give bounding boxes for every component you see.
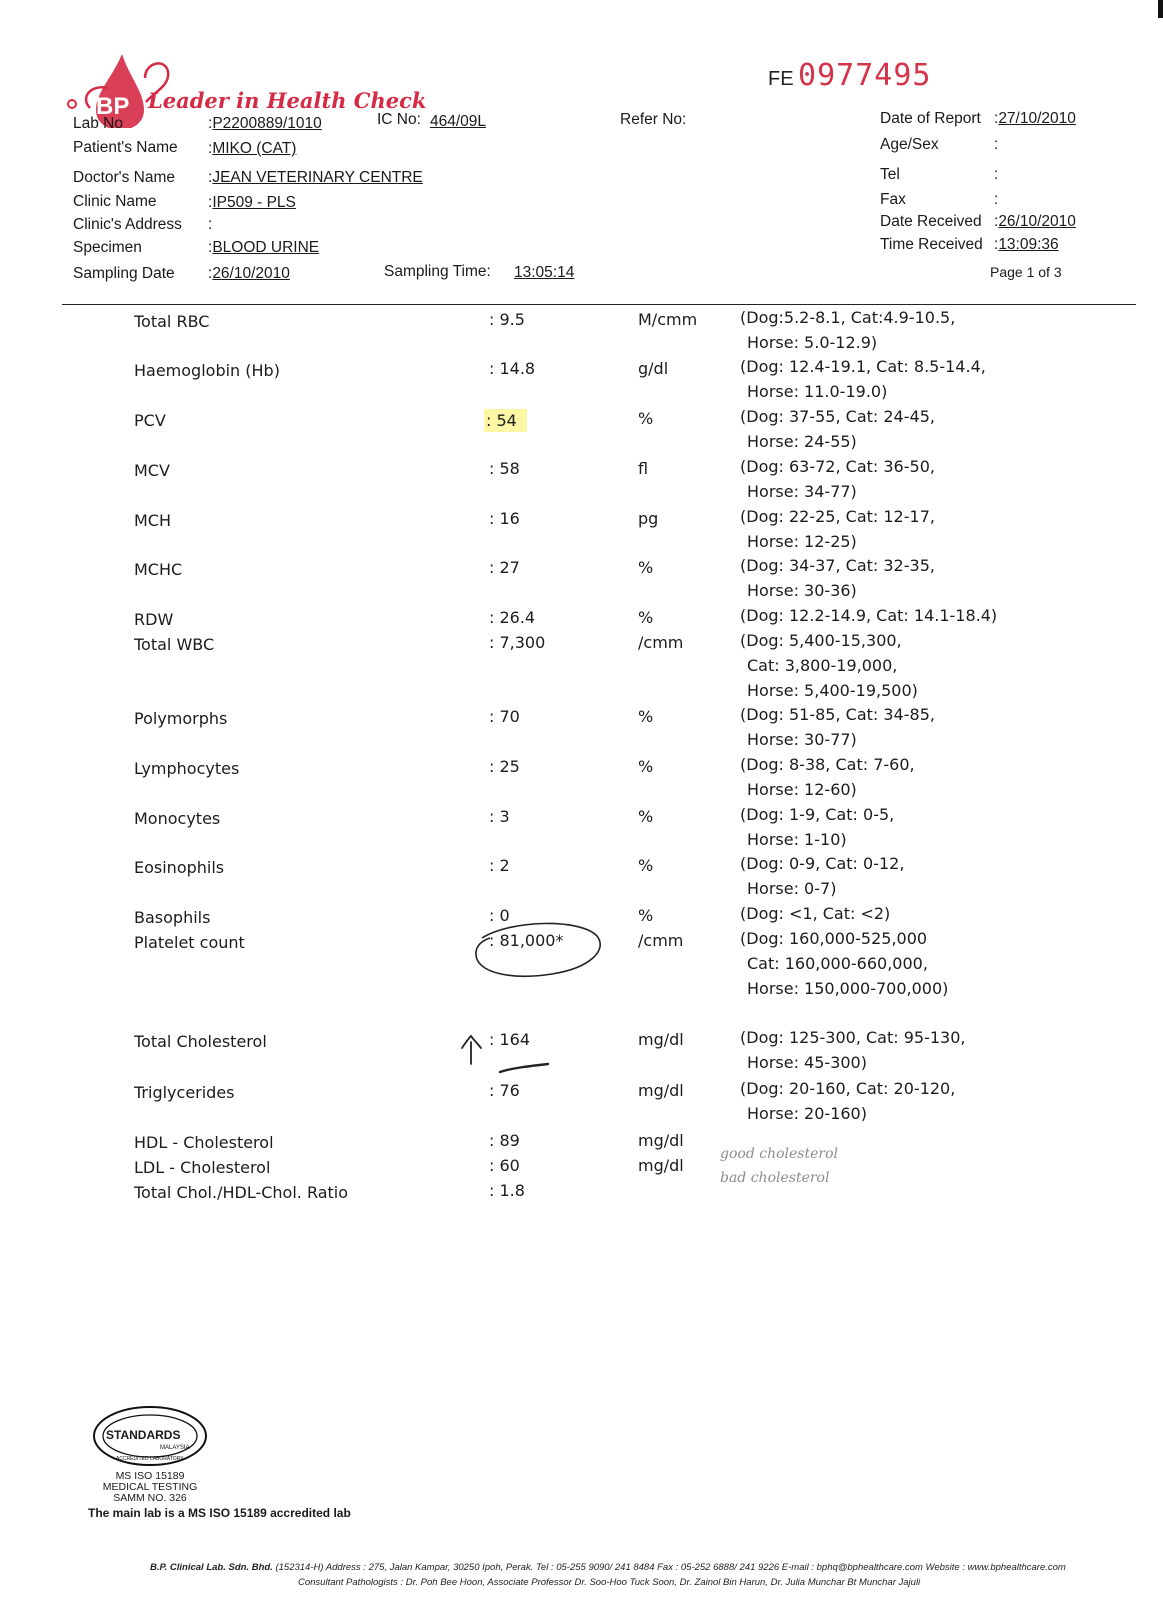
reference-range-line: (Dog: 12.4-19.1, Cat: 8.5-14.4, (740, 357, 986, 376)
test-unit: fl (638, 459, 649, 478)
standards-logo-text: STANDARDS (106, 1428, 181, 1442)
test-value: : 14.8 (489, 359, 536, 378)
test-unit: % (638, 807, 654, 826)
accreditation-details (82, 1471, 218, 1504)
clinic-name-label: Clinic Name (73, 193, 157, 210)
test-value: : 25 (489, 757, 520, 776)
standards-logo-sub: MALAYSIA (160, 1445, 190, 1451)
sampling-time-value: 13:05:14 (514, 264, 575, 281)
test-name: Basophils (134, 908, 211, 927)
test-unit: mg/dl (638, 1131, 684, 1150)
clinic-address-value: : (208, 216, 213, 233)
test-name: Triglycerides (134, 1083, 235, 1102)
test-value: : 9.5 (489, 310, 525, 329)
serial-number (768, 58, 931, 93)
reference-range-line: (Dog: 34-37, Cat: 32-35, (740, 556, 935, 575)
test-name: MCH (134, 511, 172, 530)
test-unit: % (638, 856, 654, 875)
date-received-label: Date Received (880, 213, 982, 230)
test-name: Platelet count (134, 933, 245, 952)
reference-range-line: (Dog: 160,000-525,000 (740, 929, 928, 948)
test-unit: mg/dl (638, 1156, 684, 1175)
accreditation-line1: MS ISO 15189 (115, 1470, 185, 1482)
reference-range-line: Horse: 20-160) (747, 1104, 867, 1123)
fax-label: Fax (880, 191, 906, 208)
sampling-time-label: Sampling Time: (384, 263, 491, 280)
test-name: Total Chol./HDL-Chol. Ratio (134, 1183, 349, 1202)
refer-no-label: Refer No: (620, 111, 687, 128)
clinic-address-label: Clinic's Address (73, 216, 182, 233)
header-divider (62, 304, 1136, 305)
time-received-label: Time Received (880, 236, 983, 253)
time-received-value: :13:09:36 (994, 236, 1059, 253)
ic-no-value: 464/09L (430, 113, 487, 130)
date-received-value: :26/10/2010 (994, 213, 1076, 230)
test-value: : 0 (489, 906, 510, 925)
reference-range-line: Horse: 34-77) (747, 482, 857, 501)
test-unit: % (638, 608, 654, 627)
reference-range-line: (Dog: 51-85, Cat: 34-85, (740, 705, 935, 724)
test-name: PCV (134, 411, 166, 430)
report-date-value: :27/10/2010 (994, 110, 1076, 127)
patient-name-label: Patient's Name (73, 139, 178, 156)
hdl-note: good cholesterol (720, 1146, 838, 1162)
test-name: MCV (134, 461, 170, 480)
test-unit: mg/dl (638, 1030, 684, 1049)
sampling-date-label: Sampling Date (73, 265, 175, 282)
accreditation-line3: SAMM NO. 326 (113, 1492, 187, 1504)
reference-range-line: Horse: 150,000-700,000) (747, 979, 949, 998)
test-unit: /cmm (638, 931, 684, 950)
test-value: : 7,300 (489, 633, 546, 652)
lab-no-value: :P2200889/1010 (208, 115, 322, 132)
up-arrow-annotation (440, 1030, 570, 1075)
reference-range-line: (Dog: 22-25, Cat: 12-17, (740, 507, 935, 526)
accreditation-statement: The main lab is a MS ISO 15189 accredited lab (88, 1506, 351, 1520)
reference-range-line: (Dog: 37-55, Cat: 24-45, (740, 407, 935, 426)
test-value: : 58 (489, 459, 520, 478)
reference-range-line: Horse: 30-36) (747, 581, 857, 600)
reference-range-line: (Dog: 125-300, Cat: 95-130, (740, 1028, 966, 1047)
test-name: Haemoglobin (Hb) (134, 361, 280, 380)
test-name: MCHC (134, 560, 183, 579)
test-name: Total WBC (134, 635, 215, 654)
reference-range-line: (Dog: <1, Cat: <2) (740, 904, 891, 923)
sampling-date-value: :26/10/2010 (208, 265, 290, 282)
tel-label: Tel (880, 166, 900, 183)
test-value: : 2 (489, 856, 510, 875)
footer-company: B.P. Clinical Lab. Sdn. Bhd. (150, 1562, 273, 1573)
test-name: LDL - Cholesterol (134, 1158, 271, 1177)
test-value: : 81,000* (489, 931, 564, 950)
clinic-name-value: :IP509 - PLS (208, 194, 296, 211)
accreditation-line2: MEDICAL TESTING (102, 1481, 198, 1493)
reference-range-line: (Dog: 8-38, Cat: 7-60, (740, 755, 915, 774)
age-sex-value: : (994, 136, 999, 153)
test-value: : 89 (489, 1131, 520, 1150)
test-value: : 26.4 (489, 608, 536, 627)
test-name: HDL - Cholesterol (134, 1133, 274, 1152)
test-name: Polymorphs (134, 709, 228, 728)
test-name: RDW (134, 610, 174, 629)
test-unit: % (638, 906, 654, 925)
test-value: : 60 (489, 1156, 520, 1175)
test-unit: % (638, 757, 654, 776)
reference-range-line: Horse: 5,400-19,500) (747, 681, 918, 700)
reference-range-line: Horse: 24-55) (747, 432, 857, 451)
test-value: : 16 (489, 509, 520, 528)
ic-no-label: IC No: (377, 111, 421, 128)
reference-range-line: Cat: 3,800-19,000, (747, 656, 898, 675)
test-unit: g/dl (638, 359, 669, 378)
serial-prefix: FE (768, 68, 794, 90)
serial-value: 0977495 (798, 58, 932, 93)
test-name: Eosinophils (134, 858, 225, 877)
lab-no-label: Lab No (73, 115, 123, 132)
scan-edge-mark (1158, 0, 1163, 18)
test-name: Monocytes (134, 809, 221, 828)
test-unit: /cmm (638, 633, 684, 652)
footer-pathologists: Consultant Pathologists : Dr. Poh Bee Hoon, Associate Professor Dr. Soo-Hoo Tuck Soon, Dr. Zainol Bin Harun, Dr. Julia Munchar Bt Munchar Jajuli (298, 1577, 921, 1588)
reference-range-line: Cat: 160,000-660,000, (747, 954, 928, 973)
tel-value: : (994, 166, 999, 183)
test-name: Total Cholesterol (134, 1032, 267, 1051)
specimen-label: Specimen (73, 239, 142, 256)
reference-range-line: (Dog:5.2-8.1, Cat:4.9-10.5, (740, 308, 956, 327)
reference-range-line: Horse: 1-10) (747, 830, 847, 849)
footer-details: (152314-H) Address : 275, Jalan Kampar, 30250 Ipoh, Perak. Tel : 05-255 9090/ 241 8484 Fax : 05-252 6888/ 241 9226 E-mail : bphq@bphealthcare.com Website : www.bphealthcare.com (275, 1562, 1066, 1573)
fax-value: : (994, 191, 999, 208)
reference-range-line: Horse: 45-300) (747, 1053, 867, 1072)
test-value: : 164 (489, 1030, 531, 1049)
reference-range-line: (Dog: 12.2-14.9, Cat: 14.1-18.4) (740, 606, 998, 625)
age-sex-label: Age/Sex (880, 136, 939, 153)
reference-range-line: Horse: 12-25) (747, 532, 857, 551)
test-value: : 1.8 (489, 1181, 525, 1200)
doctor-name-value: :JEAN VETERINARY CENTRE (208, 169, 423, 186)
reference-range-line: Horse: 30-77) (747, 730, 857, 749)
circle-annotation (470, 918, 610, 982)
reference-range-line: (Dog: 20-160, Cat: 20-120, (740, 1079, 956, 1098)
test-name: Total RBC (134, 312, 210, 331)
test-value: : 27 (489, 558, 520, 577)
page-indicator: Page 1 of 3 (990, 264, 1062, 280)
test-unit: % (638, 558, 654, 577)
standards-logo-ring: ACCREDITED LABORATORY (116, 1456, 184, 1462)
reference-range-line: (Dog: 1-9, Cat: 0-5, (740, 805, 895, 824)
test-unit: % (638, 707, 654, 726)
test-unit: mg/dl (638, 1081, 684, 1100)
test-value: : 3 (489, 807, 510, 826)
test-value: : 70 (489, 707, 520, 726)
logo-tagline: Leader in Health Check (148, 88, 427, 113)
ldl-note: bad cholesterol (720, 1170, 830, 1186)
specimen-value: :BLOOD URINE (208, 239, 320, 256)
footer-address (150, 1562, 1066, 1573)
test-unit: M/cmm (638, 310, 698, 329)
reference-range-line: Horse: 0-7) (747, 879, 837, 898)
reference-range-line: Horse: 12-60) (747, 780, 857, 799)
reference-range-line: (Dog: 63-72, Cat: 36-50, (740, 457, 935, 476)
reference-range-line: Horse: 11.0-19.0) (747, 382, 888, 401)
test-unit: pg (638, 509, 659, 528)
logo-badge: BP (96, 93, 130, 120)
reference-range-line: (Dog: 5,400-15,300, (740, 631, 902, 650)
report-date-label: Date of Report (880, 110, 981, 127)
test-value: : 76 (489, 1081, 520, 1100)
reference-range-line: (Dog: 0-9, Cat: 0-12, (740, 854, 905, 873)
test-unit: % (638, 409, 654, 428)
test-name: Lymphocytes (134, 759, 240, 778)
patient-name-value: :MIKO (CAT) (208, 140, 297, 157)
test-value: : 54 (484, 409, 527, 432)
reference-range-line: Horse: 5.0-12.9) (747, 333, 878, 352)
doctor-name-label: Doctor's Name (73, 169, 176, 186)
